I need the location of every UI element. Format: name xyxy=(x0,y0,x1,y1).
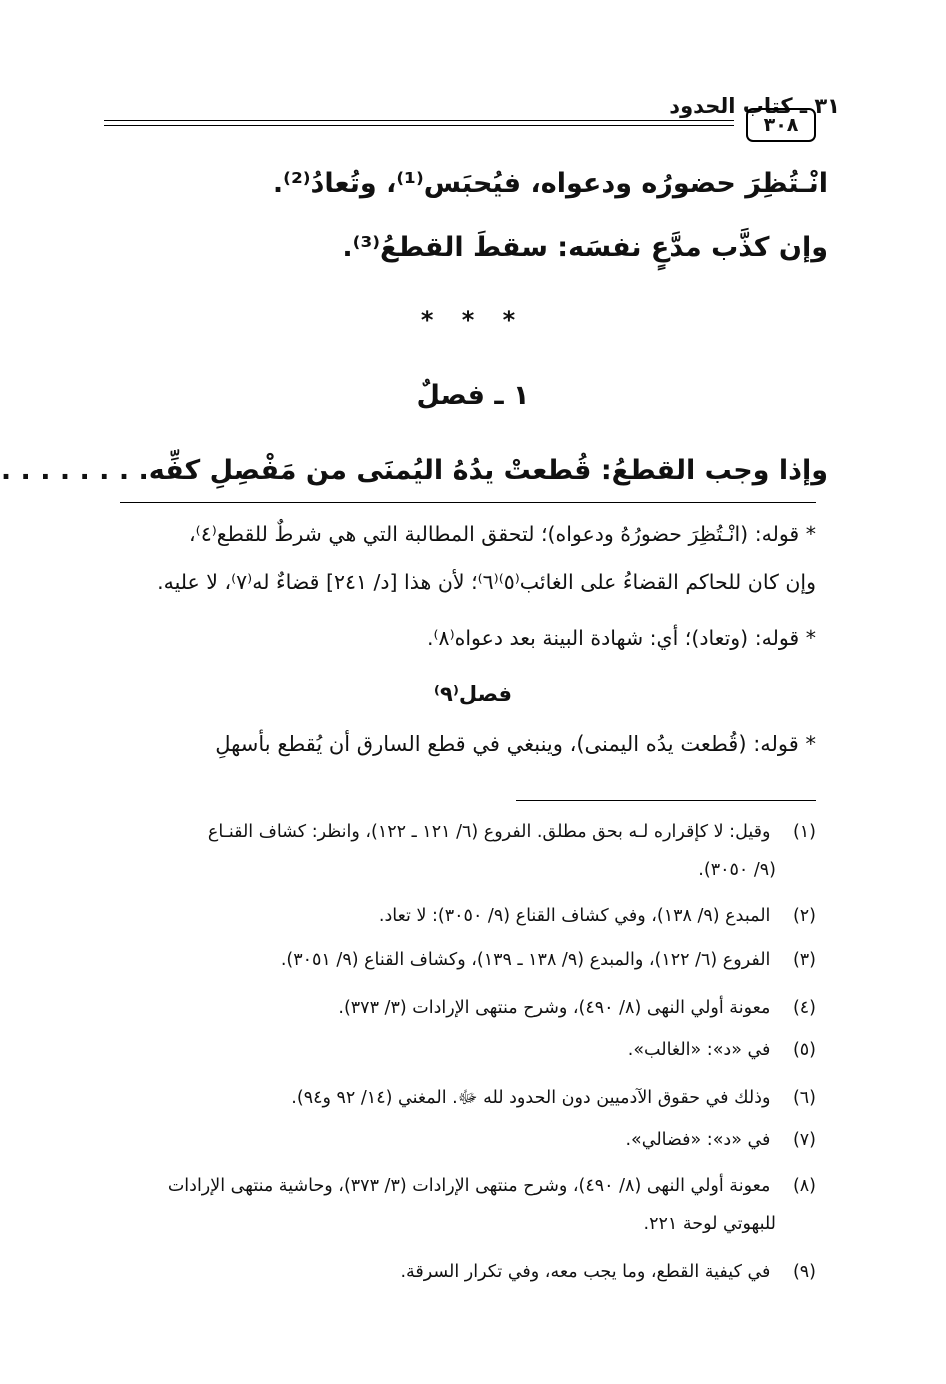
section-heading: ١ ـ فصلٌ xyxy=(416,380,530,411)
commentary-line: وإن كان للحاكم القضاءُ على الغائب⁽٥⁾⁽٦⁾؛ لأن هذا [د/ ٢٤١] قضاءٌ له⁽٧⁾، لا عليه. xyxy=(157,570,816,594)
sub-heading: فصل⁽٩⁾ xyxy=(433,682,513,706)
footnote-text: في «د»: «فضالي». xyxy=(625,1130,771,1150)
footnote-continuation: للبهوتي لوحة ٢٢١. xyxy=(643,1214,776,1234)
footnote-text: معونة أولي النهى (٨/ ٤٩٠)، وشرح منتهى الإرادات (٣/ ٣٧٣). xyxy=(338,998,771,1018)
footnote xyxy=(625,1130,816,1150)
matn-line: وإذا وجب القطعُ: قُطعتْ يدُهُ اليُمنَى من مَفْصِلِ كفِّه. . . . . . . . xyxy=(0,455,828,486)
footnote-number: (٣) xyxy=(792,950,816,970)
footnote-number: (٨) xyxy=(792,1176,816,1196)
matn-line: انْـتُظِرَ حضورُه ودعواه، فيُحبَس⁽¹⁾، وتُعادُ⁽²⁾. xyxy=(272,168,828,199)
header-rule xyxy=(104,120,734,121)
footnote-text: في كيفية القطع، وما يجب معه، وفي تكرار السرقة. xyxy=(400,1262,771,1282)
footnote xyxy=(281,950,816,970)
footnote-text: المبدع (٩/ ١٣٨)، وفي كشاف القناع (٩/ ٣٠٥٠): لا تعاد. xyxy=(378,906,771,926)
footnote-number: (٩) xyxy=(792,1262,816,1282)
page-number: ٣٠٨ xyxy=(746,108,816,142)
footnote xyxy=(400,1262,816,1282)
matn-line: وإن كذَّب مدَّعٍ نفسَه: سقطَ القطعُ⁽³⁾. xyxy=(342,232,828,263)
commentary-line: * قوله: (وتعاد)؛ أي: شهادة البينة بعد دعواه⁽٨⁾. xyxy=(426,626,816,650)
footnote-number: (٧) xyxy=(792,1130,816,1150)
footnote xyxy=(379,906,816,926)
section-separator: * * * xyxy=(420,306,526,334)
footnote xyxy=(168,1176,816,1196)
footnote-text: معونة أولي النهى (٨/ ٤٩٠)، وشرح منتهى الإرادات (٣/ ٣٧٣)، وحاشية منتهى الإرادات xyxy=(167,1176,771,1196)
header-rule xyxy=(104,125,734,126)
footnote xyxy=(338,998,816,1018)
footnote-number: (٦) xyxy=(792,1088,816,1108)
running-title: ٣١ ـ كتاب الحدود xyxy=(669,94,840,118)
footnote-continuation: (٩/ ٣٠٥٠). xyxy=(698,860,776,880)
commentary-line: * قوله: (انْـتُظِرَ حضورُهُ ودعواه)؛ لتحقق المطالبة التي هي شرطٌ للقطع⁽٤⁾، xyxy=(189,522,816,546)
footnote-number: (٥) xyxy=(792,1040,816,1060)
matn-divider xyxy=(120,502,816,503)
footnote xyxy=(208,822,816,842)
footnote-text: الفروع (٦/ ١٢٢)، والمبدع (٩/ ١٣٨ ـ ١٣٩)، وكشاف القناع (٩/ ٣٠٥١). xyxy=(280,950,771,970)
footnote-text: وقيل: لا كإقراره لـه بحق مطلق. الفروع (٦/ ١٢١ ـ ١٢٢)، وانظر: كشاف القنـاع xyxy=(207,822,771,842)
footnote-number: (١) xyxy=(792,822,816,842)
footnote-text: في «د»: «الغالب». xyxy=(627,1040,771,1060)
footnote xyxy=(291,1086,816,1112)
footnote-text: وذلك في حقوق الآدميين دون الحدود لله ﷻ. المغني (١٤/ ٩٢ و٩٤). xyxy=(291,1088,771,1108)
footnote-divider xyxy=(516,800,816,801)
commentary-line: * قوله: (قُطعت يدُه اليمنى)، وينبغي في قطع السارق أن يُقطع بأسهلِ xyxy=(215,732,816,756)
footnote-number: (٤) xyxy=(792,998,816,1018)
footnote xyxy=(628,1040,816,1060)
footnote-number: (٢) xyxy=(792,906,816,926)
